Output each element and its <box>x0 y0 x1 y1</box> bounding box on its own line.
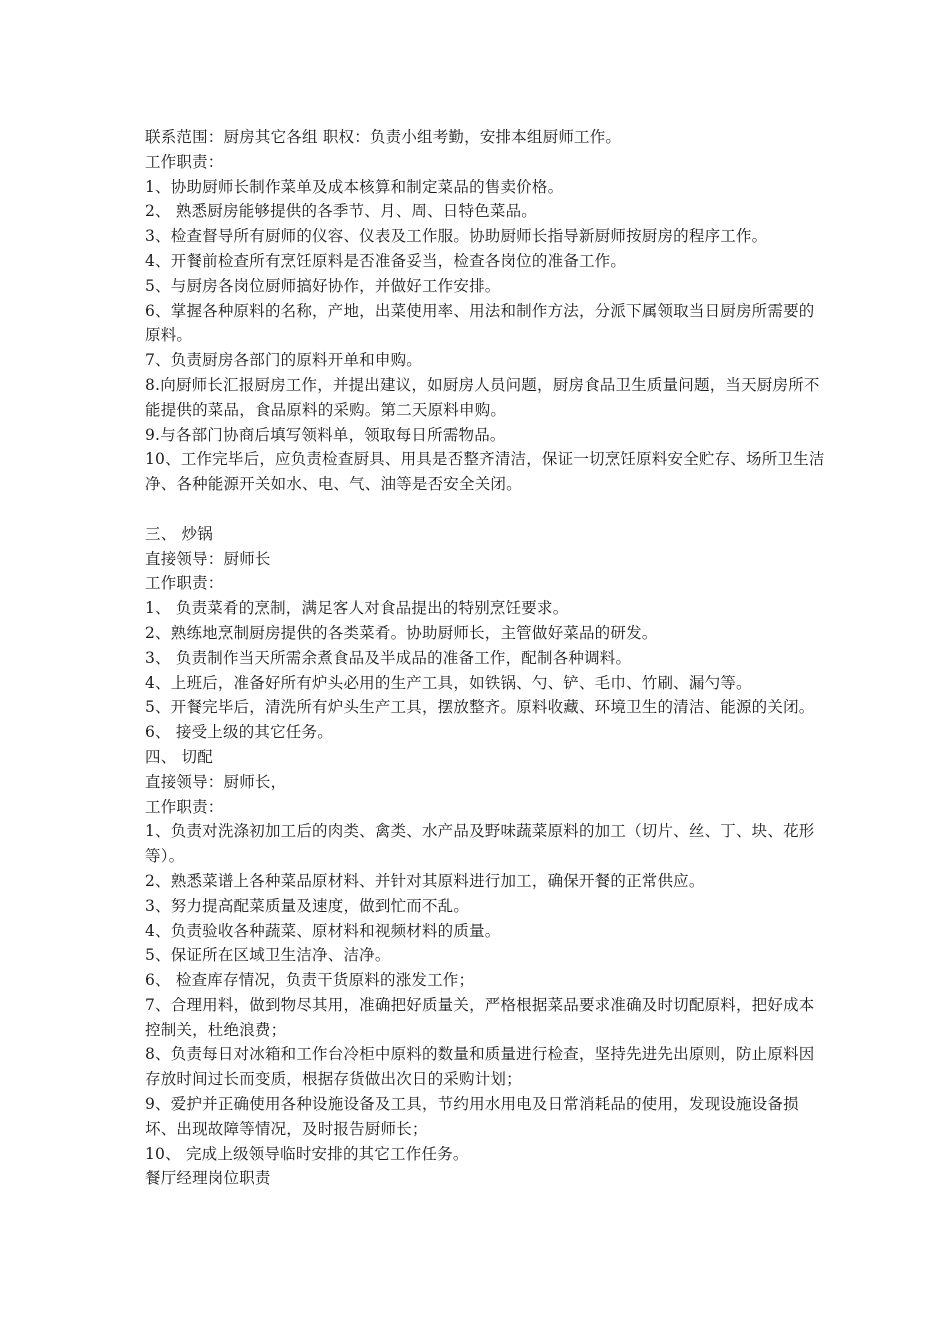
section-title-cutting: 四、 切配 <box>145 747 213 766</box>
duty-item: 10、工作完毕后，应负责检查厨具、用具是否整齐清洁，保证一切烹饪原料安全贮存、场所卫生洁净、各种能源开关如水、电、气、油等是否安全关闭。 <box>145 450 825 494</box>
section-title-wok: 三、 炒锅 <box>145 524 213 543</box>
duty-item: 1、协助厨师长制作菜单及成本核算和制定菜品的售卖价格。 <box>145 177 564 196</box>
direct-leader-line: 直接领导：厨师长， <box>145 772 287 791</box>
duties-label: 工作职责： <box>145 797 224 816</box>
duty-item: 6、掌握各种原料的名称，产地，出菜使用率、用法和制作方法，分派下属领取当日厨房所需要的原料。 <box>145 301 815 345</box>
duty-item: 10、 完成上级领导临时安排的其它工作任务。 <box>145 1144 469 1163</box>
direct-leader-line: 直接领导：厨师长 <box>145 549 271 568</box>
duty-item: 3、检查督导所有厨师的仪容、仪表及工作服。协助厨师长指导新厨师按厨房的程序工作。 <box>145 227 768 246</box>
duty-item: 5、保证所在区域卫生洁净、洁净。 <box>145 946 391 965</box>
document-page <box>145 125 825 1191</box>
duty-item: 5、与厨房各岗位厨师搞好协作，并做好工作安排。 <box>145 276 501 295</box>
duty-item: 7、合理用料，做到物尽其用，准确把好质量关，严格根据菜品要求准确及时切配原料，把好成本控制关，杜绝浪费； <box>145 995 815 1039</box>
duty-item: 3、努力提高配菜质量及速度，做到忙而不乱。 <box>145 896 470 915</box>
duties-label: 工作职责： <box>145 574 224 593</box>
contact-scope-line: 联系范围：厨房其它各组 职权：负责小组考勤，安排本组厨师工作。 <box>145 128 622 146</box>
duty-item: 1、 负责菜肴的烹制，满足客人对食品提出的特别烹饪要求。 <box>145 599 569 618</box>
paragraph-gap <box>145 497 825 522</box>
duty-item: 8、负责每日对冰箱和工作台冷柜中原料的数量和质量进行检查，坚持先进先出原则，防止原料因存放时间过长而变质，根据存货做出次日的采购计划； <box>145 1045 815 1089</box>
duty-item: 8.向厨师长汇报厨房工作，并提出建议，如厨房人员问题，厨房食品卫生质量问题，当天厨房所不能提供的菜品，食品原料的采购。第二天原料申购。 <box>145 375 820 419</box>
duty-item: 1、负责对洗涤初加工后的肉类、禽类、水产品及野味蔬菜原料的加工（切片、丝、丁、块、花形等）。 <box>145 822 815 866</box>
duty-item: 9.与各部门协商后填写领料单，领取每日所需物品。 <box>145 425 506 444</box>
duty-item: 6、 接受上级的其它任务。 <box>145 723 333 742</box>
duties-label: 工作职责： <box>145 152 224 171</box>
duty-item: 5、开餐完毕后，清洗所有炉头生产工具，摆放整齐。原料收藏、环境卫生的清洁、能源的关闭。 <box>145 698 815 717</box>
next-section-heading: 餐厅经理岗位职责 <box>145 1169 271 1188</box>
duty-item: 2、熟练地烹制厨房提供的各类菜肴。协助厨师长，主管做好菜品的研发。 <box>145 623 658 642</box>
duty-item: 6、 检查库存情况，负责干货原料的涨发工作； <box>145 971 475 990</box>
duty-item: 2、 熟悉厨房能够提供的各季节、月、周、日特色菜品。 <box>145 202 537 221</box>
duty-item: 4、开餐前检查所有烹饪原料是否准备妥当，检查各岗位的准备工作。 <box>145 251 627 270</box>
duty-item: 2、熟悉菜谱上各种菜品原材料、并针对其原料进行加工，确保开餐的正常供应。 <box>145 871 705 890</box>
duty-item: 4、上班后，准备好所有炉头必用的生产工具，如铁锅、勺、铲、毛巾、竹刷、漏勺等。 <box>145 673 752 692</box>
duty-item: 9、爱护并正确使用各种设施设备及工具，节约用水用电及日常消耗品的使用，发现设施设备损坏、出现故障等情况，及时报告厨师长； <box>145 1095 799 1138</box>
duty-item: 3、 负责制作当天所需余煮食品及半成品的准备工作，配制各种调料。 <box>145 648 632 667</box>
duty-item: 7、负责厨房各部门的原料开单和申购。 <box>145 351 422 370</box>
duty-item: 4、负责验收各种蔬菜、原材料和视频材料的质量。 <box>145 921 501 940</box>
